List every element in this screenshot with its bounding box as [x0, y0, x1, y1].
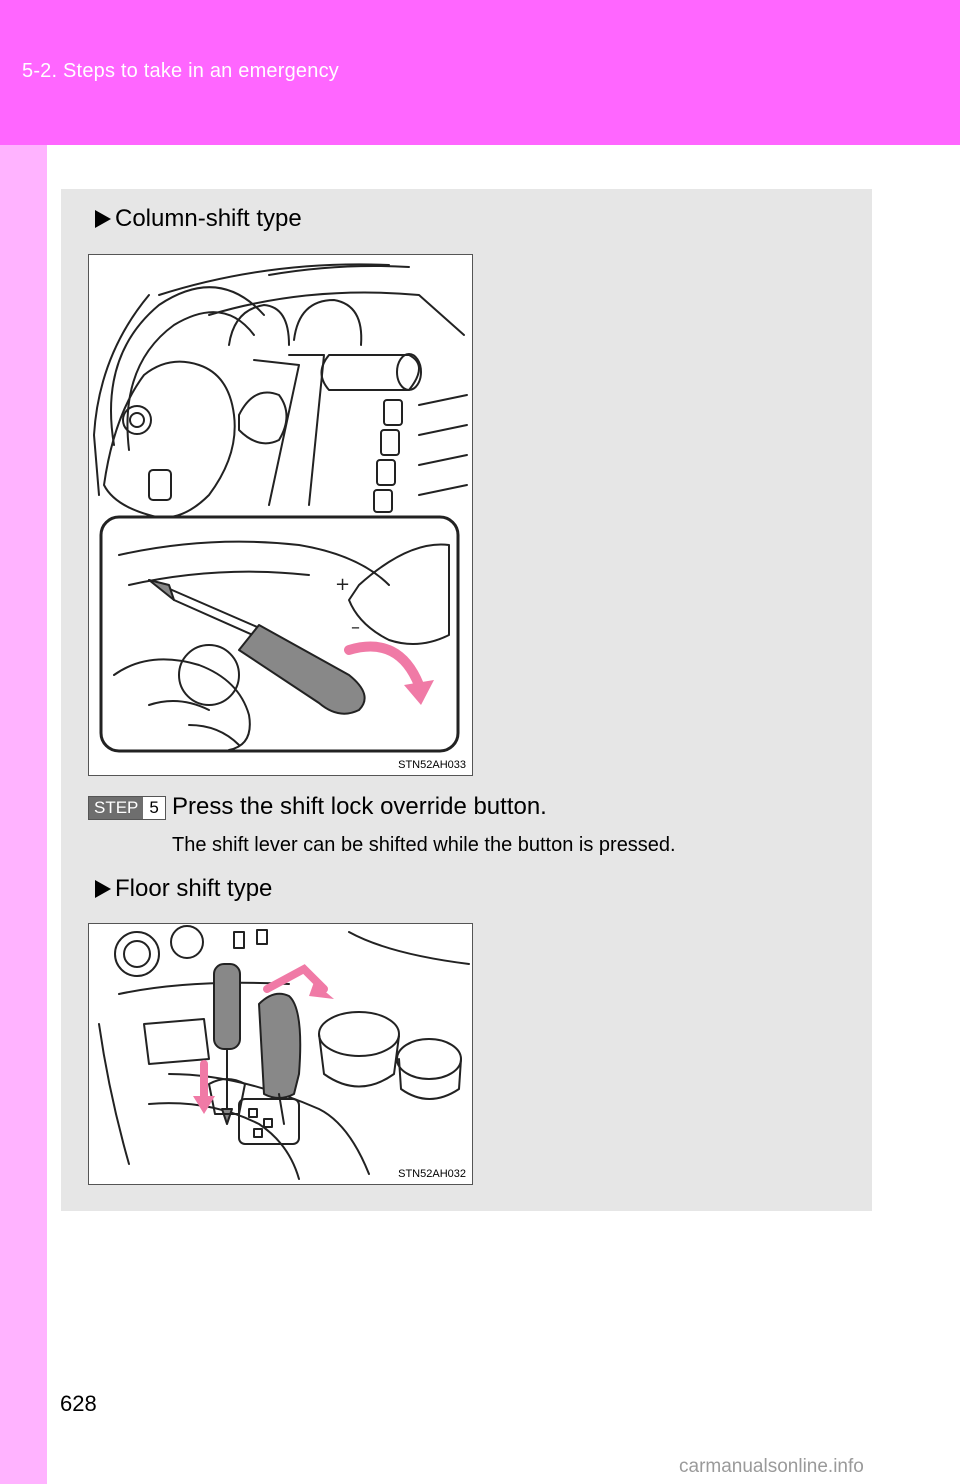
column-shift-heading: Column-shift type — [95, 204, 302, 234]
step-number: 5 — [143, 797, 164, 819]
page-header — [0, 0, 960, 145]
triangle-bullet-icon — [95, 880, 111, 898]
floor-shifter-drawing — [89, 924, 472, 1184]
svg-text:–: – — [351, 617, 360, 638]
step-badge — [88, 796, 166, 820]
floor-shift-heading: Floor shift type — [95, 874, 272, 904]
floor-shift-illustration — [88, 923, 473, 1185]
step-instruction: Press the shift lock override button. — [172, 793, 547, 820]
section-title: 5-2. Steps to take in an emergency — [22, 60, 339, 82]
illustration-code: STN52AH032 — [398, 1168, 466, 1180]
step-note: The shift lever can be shifted while the button is pressed. — [172, 834, 676, 856]
illustration-code: STN52AH033 — [398, 759, 466, 771]
step-label: STEP — [89, 797, 143, 819]
triangle-bullet-icon — [95, 210, 111, 228]
steering-column-drawing — [89, 255, 472, 775]
watermark: carmanualsonline.info — [679, 1456, 864, 1477]
page-number: 628 — [60, 1391, 97, 1416]
column-shift-illustration — [88, 254, 473, 776]
svg-text:+: + — [335, 574, 351, 595]
side-color-strip — [0, 145, 47, 1484]
